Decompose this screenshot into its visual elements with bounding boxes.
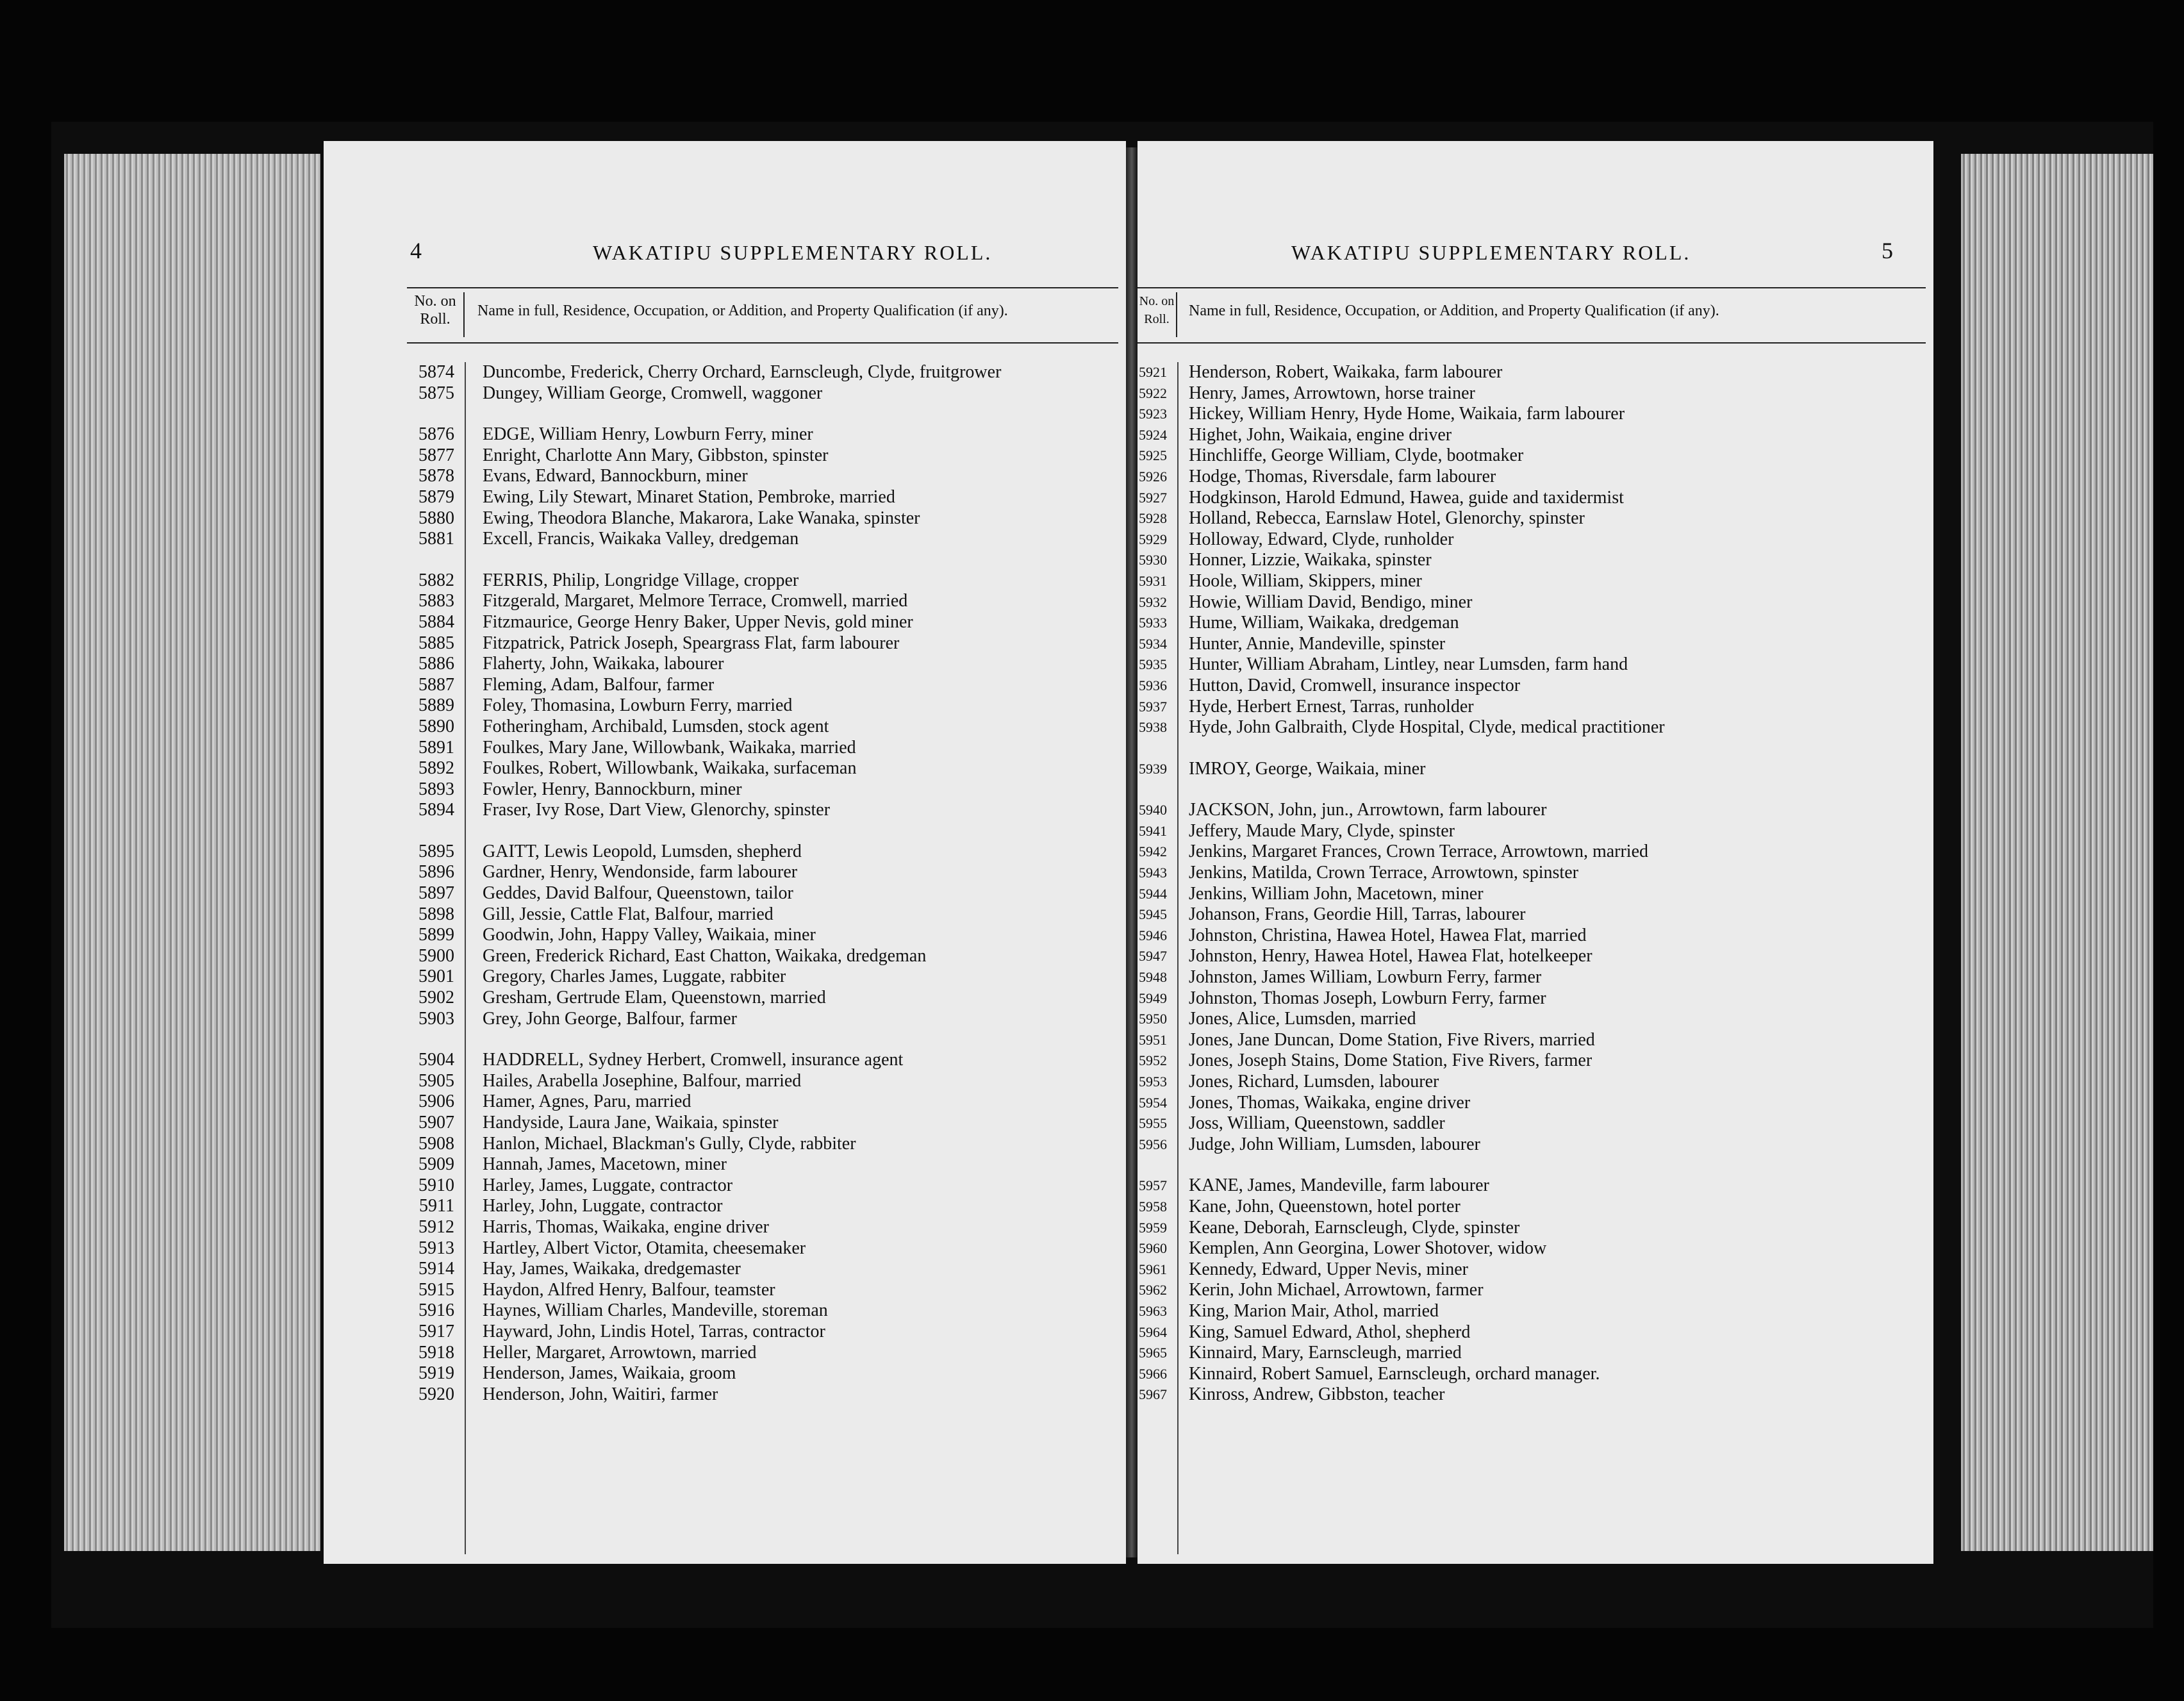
- roll-entry: [407, 717, 1118, 738]
- elector-details: Hinchliffe, George William, Clyde, bootmaker: [1189, 445, 1524, 466]
- roll-number: 5931: [1139, 572, 1167, 589]
- elector-details: Jones, Thomas, Waikaka, engine driver: [1189, 1092, 1471, 1113]
- roll-entry: [1138, 904, 1926, 925]
- roll-number: 5928: [1139, 510, 1167, 527]
- roll-number: 5962: [1139, 1282, 1167, 1299]
- roll-number: 5898: [418, 904, 454, 924]
- roll-entry: [1138, 488, 1926, 509]
- roll-number: 5926: [1139, 468, 1167, 485]
- elector-details: Ewing, Lily Stewart, Minaret Station, Pembroke, married: [483, 486, 895, 507]
- elector-details: JACKSON, John, jun., Arrowtown, farm labourer: [1189, 800, 1547, 820]
- column-header: [1138, 287, 1926, 344]
- elector-details: Henderson, James, Waikaia, groom: [483, 1363, 736, 1384]
- roll-number: 5950: [1139, 1011, 1167, 1027]
- elector-details: Hay, James, Waikaka, dredgemaster: [483, 1259, 741, 1279]
- roll-number: 5945: [1139, 906, 1167, 923]
- roll-entries: [1138, 362, 1926, 1406]
- roll-number: 5903: [418, 1008, 454, 1029]
- roll-entry: [407, 1322, 1118, 1343]
- elector-details: Jones, Jane Duncan, Dome Station, Five Rivers, married: [1189, 1029, 1595, 1050]
- roll-entry: [1138, 1050, 1926, 1072]
- roll-number: 5964: [1139, 1323, 1167, 1340]
- roll-entry: [407, 1091, 1118, 1113]
- roll-entry: [1138, 946, 1926, 967]
- left-page: [324, 141, 1126, 1564]
- roll-number: 5913: [418, 1238, 454, 1258]
- elector-details: Hodgkinson, Harold Edmund, Hawea, guide and taxidermist: [1189, 487, 1624, 508]
- roll-entry: [407, 445, 1118, 467]
- roll-number: 5938: [1139, 719, 1167, 736]
- elector-details: Evans, Edward, Bannockburn, miner: [483, 466, 748, 486]
- roll-entry: [407, 487, 1118, 508]
- roll-number: 5955: [1139, 1115, 1167, 1132]
- elector-details: Harris, Thomas, Waikaka, engine driver: [483, 1216, 769, 1237]
- elector-details: FERRIS, Philip, Longridge Village, cropper: [483, 570, 799, 590]
- elector-details: Johanson, Frans, Geordie Hill, Tarras, labourer: [1189, 904, 1526, 925]
- elector-details: Fleming, Adam, Balfour, farmer: [483, 674, 715, 695]
- roll-entry: [407, 383, 1118, 404]
- roll-entry: [407, 738, 1118, 759]
- elector-details: Fitzgerald, Margaret, Melmore Terrace, Cromwell, married: [483, 591, 908, 611]
- roll-number: 5916: [418, 1300, 454, 1321]
- roll-number: 5915: [418, 1279, 454, 1300]
- roll-entry: [407, 654, 1118, 675]
- roll-entry: [1138, 571, 1926, 592]
- roll-number: 5923: [1139, 406, 1167, 422]
- roll-entry: [407, 591, 1118, 612]
- elector-details: Hoole, William, Skippers, miner: [1189, 570, 1422, 591]
- roll-number: 5947: [1139, 948, 1167, 965]
- roll-entry: [1138, 654, 1926, 676]
- roll-number: 5878: [418, 466, 454, 486]
- roll-number: 5901: [418, 967, 454, 987]
- roll-entry: [407, 1343, 1118, 1364]
- roll-number: 5930: [1139, 552, 1167, 568]
- roll-number-header: No. on Roll.: [1138, 292, 1177, 337]
- elector-details: Kennedy, Edward, Upper Nevis, miner: [1189, 1259, 1468, 1279]
- roll-number: 5892: [418, 758, 454, 779]
- roll-number: 5927: [1139, 489, 1167, 506]
- roll-entry: [1138, 967, 1926, 988]
- roll-entry: [407, 779, 1118, 801]
- roll-entry: [1138, 697, 1926, 718]
- roll-number: 5891: [418, 737, 454, 758]
- elector-details: Hunter, William Abraham, Lintley, near Lumsden, farm hand: [1189, 654, 1628, 675]
- right-page: [1138, 141, 1933, 1564]
- elector-details: Hayward, John, Lindis Hotel, Tarras, contractor: [483, 1321, 825, 1341]
- elector-details: Hume, William, Waikaka, dredgeman: [1189, 613, 1459, 633]
- roll-number: 5941: [1139, 822, 1167, 839]
- roll-entry: [1138, 383, 1926, 404]
- roll-number: 5907: [418, 1113, 454, 1133]
- roll-number: 5919: [418, 1363, 454, 1384]
- roll-entry: [407, 1384, 1118, 1406]
- roll-entry: [1138, 1259, 1926, 1281]
- roll-entry: [1138, 550, 1926, 571]
- elector-details: Johnston, Christina, Hawea Hotel, Hawea Flat, married: [1189, 925, 1587, 945]
- roll-number: 5874: [418, 362, 454, 382]
- roll-entry: [1138, 1238, 1926, 1259]
- elector-details: Hyde, Herbert Ernest, Tarras, runholder: [1189, 696, 1474, 717]
- roll-number: 5880: [418, 508, 454, 528]
- elector-details: Gresham, Gertrude Elam, Queenstown, married: [483, 988, 826, 1008]
- name-header: Name in full, Residence, Occupation, or Addition, and Property Qualification (if any).: [1189, 303, 1719, 319]
- roll-entry: [1138, 362, 1926, 383]
- elector-details: Fitzmaurice, George Henry Baker, Upper Nevis, gold miner: [483, 611, 913, 632]
- roll-entry: [1138, 613, 1926, 634]
- roll-number: 5876: [418, 424, 454, 445]
- elector-details: Honner, Lizzie, Waikaka, spinster: [1189, 550, 1432, 570]
- roll-entry: [1138, 1175, 1926, 1197]
- roll-number: 5893: [418, 779, 454, 799]
- roll-number: 5887: [418, 674, 454, 695]
- roll-entry: [1138, 529, 1926, 551]
- roll-entry: [407, 508, 1118, 529]
- elector-details: Jones, Joseph Stains, Dome Station, Five Rivers, farmer: [1189, 1050, 1592, 1071]
- elector-details: Johnston, Thomas Joseph, Lowburn Ferry, farmer: [1189, 988, 1546, 1008]
- roll-number: 5885: [418, 633, 454, 653]
- roll-entry: [407, 842, 1118, 863]
- roll-entry: [1138, 1113, 1926, 1134]
- roll-entry: [407, 925, 1118, 946]
- elector-details: Hyde, John Galbraith, Clyde Hospital, Clyde, medical practitioner: [1189, 717, 1665, 738]
- roll-entry: [1138, 821, 1926, 842]
- roll-number: 5936: [1139, 677, 1167, 693]
- elector-details: Hailes, Arabella Josephine, Balfour, married: [483, 1070, 802, 1091]
- elector-details: Hodge, Thomas, Riversdale, farm labourer: [1189, 466, 1496, 486]
- roll-number: 5917: [418, 1321, 454, 1341]
- roll-entry: [407, 1259, 1118, 1280]
- roll-number: 5897: [418, 883, 454, 904]
- elector-details: Jenkins, Matilda, Crown Terrace, Arrowtown, spinster: [1189, 863, 1578, 883]
- roll-entry: [407, 904, 1118, 925]
- elector-details: Fowler, Henry, Bannockburn, miner: [483, 779, 742, 799]
- elector-details: Enright, Charlotte Ann Mary, Gibbston, spinster: [483, 445, 829, 465]
- roll-entry: [1138, 1093, 1926, 1114]
- elector-details: Foley, Thomasina, Lowburn Ferry, married: [483, 695, 793, 716]
- roll-number: 5918: [418, 1342, 454, 1363]
- roll-entry: [1138, 1280, 1926, 1301]
- roll-number: 5949: [1139, 990, 1167, 1006]
- elector-details: Grey, John George, Balfour, farmer: [483, 1008, 737, 1029]
- roll-number-header: No. on Roll.: [407, 292, 465, 337]
- elector-details: Jenkins, Margaret Frances, Crown Terrace, Arrowtown, married: [1189, 842, 1649, 862]
- roll-number: 5942: [1139, 843, 1167, 860]
- elector-details: Handyside, Laura Jane, Waikaia, spinster: [483, 1113, 779, 1133]
- elector-details: Jeffery, Maude Mary, Clyde, spinster: [1189, 820, 1455, 841]
- roll-entry: [407, 1175, 1118, 1197]
- roll-number: 5920: [418, 1384, 454, 1404]
- elector-details: Hamer, Agnes, Paru, married: [483, 1091, 691, 1112]
- roll-entry: [407, 529, 1118, 550]
- elector-details: Foulkes, Robert, Willowbank, Waikaka, surfaceman: [483, 758, 857, 779]
- roll-number: 5937: [1139, 698, 1167, 715]
- roll-entry: [407, 1154, 1118, 1175]
- roll-entry: [407, 862, 1118, 883]
- roll-number: 5956: [1139, 1136, 1167, 1152]
- roll-number: 5963: [1139, 1302, 1167, 1319]
- roll-number: 5954: [1139, 1094, 1167, 1111]
- roll-entry: [1138, 1009, 1926, 1030]
- roll-entry: [407, 1363, 1118, 1384]
- roll-entry: [407, 675, 1118, 696]
- roll-entries: [407, 362, 1118, 1405]
- roll-number: 5909: [418, 1154, 454, 1175]
- elector-details: Judge, John William, Lumsden, labourer: [1189, 1134, 1480, 1154]
- roll-entry: [1138, 467, 1926, 488]
- running-head: [324, 237, 1126, 276]
- roll-entry: [1138, 717, 1926, 738]
- roll-entry: [1138, 592, 1926, 613]
- elector-details: Hanlon, Michael, Blackman's Gully, Clyde, rabbiter: [483, 1133, 856, 1154]
- roll-number: 5934: [1139, 635, 1167, 652]
- elector-details: EDGE, William Henry, Lowburn Ferry, miner: [483, 424, 813, 445]
- roll-entry: [1138, 634, 1926, 655]
- elector-details: Excell, Francis, Waikaka Valley, dredgeman: [483, 529, 799, 549]
- roll-number: 5940: [1139, 802, 1167, 818]
- roll-number: 5914: [418, 1259, 454, 1279]
- elector-details: Green, Frederick Richard, East Chatton, Waikaka, dredgeman: [483, 945, 927, 966]
- elector-details: Geddes, David Balfour, Queenstown, tailor: [483, 883, 793, 904]
- elector-details: Jenkins, William John, Macetown, miner: [1189, 883, 1484, 904]
- roll-entry: [1138, 445, 1926, 467]
- elector-details: Kane, John, Queenstown, hotel porter: [1189, 1196, 1460, 1216]
- roll-entry: [1138, 1322, 1926, 1343]
- elector-details: Kinross, Andrew, Gibbston, teacher: [1189, 1384, 1445, 1405]
- roll-entry: [407, 466, 1118, 487]
- roll-entry: [1138, 1384, 1926, 1406]
- roll-number: 5895: [418, 841, 454, 861]
- roll-number: 5910: [418, 1175, 454, 1195]
- roll-number: 5899: [418, 925, 454, 945]
- elector-details: Hartley, Albert Victor, Otamita, cheesemaker: [483, 1238, 806, 1258]
- elector-details: Haydon, Alfred Henry, Balfour, teamster: [483, 1279, 775, 1300]
- column-header: [407, 287, 1118, 344]
- elector-details: Harley, James, Luggate, contractor: [483, 1175, 733, 1195]
- roll-entry: [407, 988, 1118, 1009]
- roll-number: 5929: [1139, 531, 1167, 547]
- elector-details: Holloway, Edward, Clyde, runholder: [1189, 529, 1454, 549]
- roll-number: 5911: [419, 1196, 454, 1216]
- page-title: WAKATIPU SUPPLEMENTARY ROLL.: [593, 241, 993, 264]
- roll-entry: [1138, 425, 1926, 446]
- book-spine: [1126, 147, 1138, 1557]
- roll-entry: [1138, 676, 1926, 697]
- elector-details: Hickey, William Henry, Hyde Home, Waikaia, farm labourer: [1189, 404, 1625, 424]
- roll-entry: [407, 1050, 1118, 1071]
- elector-details: Haynes, William Charles, Mandeville, storeman: [483, 1300, 828, 1321]
- roll-entry: [1138, 508, 1926, 529]
- elector-details: Holland, Rebecca, Earnslaw Hotel, Glenorchy, spinster: [1189, 508, 1585, 529]
- roll-number: 5879: [418, 486, 454, 507]
- elector-details: Flaherty, John, Waikaka, labourer: [483, 654, 724, 674]
- elector-details: Kerin, John Michael, Arrowtown, farmer: [1189, 1280, 1484, 1300]
- roll-number: 5900: [418, 945, 454, 966]
- elector-details: Hunter, Annie, Mandeville, spinster: [1189, 633, 1446, 654]
- roll-entry: [407, 695, 1118, 717]
- roll-number: 5925: [1139, 447, 1167, 464]
- roll-number: 5905: [418, 1070, 454, 1091]
- elector-details: Joss, William, Queenstown, saddler: [1189, 1113, 1445, 1134]
- roll-number: 5906: [418, 1091, 454, 1112]
- roll-entry: [407, 1113, 1118, 1134]
- roll-entry: [1138, 1030, 1926, 1051]
- roll-number: 5966: [1139, 1365, 1167, 1382]
- elector-details: HADDRELL, Sydney Herbert, Cromwell, insurance agent: [483, 1050, 904, 1070]
- roll-number: 5896: [418, 862, 454, 883]
- roll-entry: [1138, 1218, 1926, 1239]
- roll-number: 5946: [1139, 927, 1167, 943]
- roll-entry: [1138, 1343, 1926, 1364]
- roll-number: 5875: [418, 383, 454, 403]
- roll-number: 5912: [418, 1216, 454, 1237]
- roll-number: 5958: [1139, 1198, 1167, 1215]
- elector-details: Johnston, Henry, Hawea Hotel, Hawea Flat, hotelkeeper: [1189, 946, 1592, 967]
- page-number: 4: [410, 238, 424, 263]
- roll-number: 5959: [1139, 1219, 1167, 1236]
- roll-entry: [407, 1134, 1118, 1155]
- roll-entry: [407, 800, 1118, 821]
- roll-entry: [407, 967, 1118, 988]
- elector-details: Highet, John, Waikaia, engine driver: [1189, 424, 1452, 445]
- roll-number: 5886: [418, 654, 454, 674]
- roll-number: 5908: [418, 1133, 454, 1154]
- elector-details: Keane, Deborah, Earnscleugh, Clyde, spinster: [1189, 1217, 1520, 1238]
- roll-number: 5921: [1139, 364, 1167, 380]
- roll-entry: [1138, 800, 1926, 821]
- elector-details: IMROY, George, Waikaia, miner: [1189, 758, 1426, 779]
- elector-details: Henderson, Robert, Waikaka, farm labourer: [1189, 362, 1503, 382]
- elector-details: Foulkes, Mary Jane, Willowbank, Waikaka, married: [483, 737, 856, 758]
- roll-entry: [407, 570, 1118, 592]
- elector-details: Gill, Jessie, Cattle Flat, Balfour, married: [483, 904, 774, 924]
- elector-details: King, Marion Mair, Athol, married: [1189, 1300, 1439, 1321]
- elector-details: Henry, James, Arrowtown, horse trainer: [1189, 383, 1475, 403]
- elector-details: Gardner, Henry, Wendonside, farm labourer: [483, 862, 798, 883]
- roll-entry: [407, 362, 1118, 383]
- roll-entry: [1138, 759, 1926, 780]
- roll-entry: [407, 1300, 1118, 1322]
- roll-number: 5902: [418, 988, 454, 1008]
- roll-number: 5881: [418, 529, 454, 549]
- roll-number: 5932: [1139, 593, 1167, 610]
- elector-details: Kinnaird, Robert Samuel, Earnscleugh, orchard manager.: [1189, 1363, 1600, 1384]
- roll-number: 5953: [1139, 1074, 1167, 1090]
- elector-details: Duncombe, Frederick, Cherry Orchard, Earnscleugh, Clyde, fruitgrower: [483, 362, 1002, 382]
- elector-details: Gregory, Charles James, Luggate, rabbiter: [483, 967, 786, 987]
- right-page-edges: [1961, 154, 2153, 1551]
- elector-details: Fotheringham, Archibald, Lumsden, stock agent: [483, 716, 829, 736]
- roll-entry: [1138, 925, 1926, 947]
- roll-entry: [407, 1071, 1118, 1092]
- roll-entry: [1138, 863, 1926, 884]
- roll-entry: [1138, 404, 1926, 425]
- roll-number: 5957: [1139, 1177, 1167, 1194]
- roll-number: 5933: [1139, 615, 1167, 631]
- roll-entry: [407, 1196, 1118, 1217]
- roll-entry: [407, 1280, 1118, 1301]
- roll-number: 5889: [418, 695, 454, 716]
- name-header: Name in full, Residence, Occupation, or Addition, and Property Qualification (if any).: [477, 303, 1008, 319]
- roll-number: 5943: [1139, 865, 1167, 881]
- elector-details: Ewing, Theodora Blanche, Makarora, Lake Wanaka, spinster: [483, 508, 920, 528]
- roll-entry: [1138, 1197, 1926, 1218]
- roll-number: 5965: [1139, 1345, 1167, 1361]
- roll-number: 5952: [1139, 1052, 1167, 1069]
- roll-entry: [407, 1217, 1118, 1238]
- roll-number: 5877: [418, 445, 454, 465]
- roll-number: 5894: [418, 800, 454, 820]
- roll-number: 5904: [418, 1050, 454, 1070]
- roll-entry: [407, 633, 1118, 654]
- roll-number: 5967: [1139, 1386, 1167, 1403]
- elector-details: Goodwin, John, Happy Valley, Waikaia, miner: [483, 925, 816, 945]
- roll-number: 5960: [1139, 1240, 1167, 1257]
- roll-number: 5948: [1139, 969, 1167, 986]
- roll-entry: [407, 1238, 1118, 1259]
- elector-details: KANE, James, Mandeville, farm labourer: [1189, 1175, 1489, 1196]
- elector-details: Fraser, Ivy Rose, Dart View, Glenorchy, spinster: [483, 800, 831, 820]
- page-title: WAKATIPU SUPPLEMENTARY ROLL.: [1291, 241, 1691, 264]
- roll-number: 5884: [418, 611, 454, 632]
- roll-number: 5924: [1139, 426, 1167, 443]
- elector-details: Kinnaird, Mary, Earnscleugh, married: [1189, 1343, 1462, 1363]
- roll-entry: [407, 883, 1118, 904]
- roll-number: 5961: [1139, 1261, 1167, 1277]
- roll-number: 5883: [418, 591, 454, 611]
- roll-number: 5922: [1139, 385, 1167, 401]
- elector-details: Kemplen, Ann Georgina, Lower Shotover, widow: [1189, 1238, 1547, 1259]
- elector-details: Dungey, William George, Cromwell, waggoner: [483, 383, 823, 403]
- page-number: 5: [1882, 238, 1895, 263]
- elector-details: Johnston, James William, Lowburn Ferry, farmer: [1189, 967, 1542, 988]
- elector-details: Henderson, John, Waitiri, farmer: [483, 1384, 718, 1404]
- roll-entry: [407, 1009, 1118, 1030]
- roll-entry: [407, 612, 1118, 633]
- elector-details: Howie, William David, Bendigo, miner: [1189, 592, 1473, 612]
- elector-details: Hutton, David, Cromwell, insurance inspector: [1189, 675, 1521, 695]
- roll-entry: [407, 758, 1118, 779]
- elector-details: King, Samuel Edward, Athol, shepherd: [1189, 1322, 1471, 1342]
- elector-details: Heller, Margaret, Arrowtown, married: [483, 1342, 757, 1363]
- roll-number: 5944: [1139, 885, 1167, 902]
- roll-entry: [1138, 1301, 1926, 1322]
- elector-details: Hannah, James, Macetown, miner: [483, 1154, 727, 1175]
- roll-entry: [1138, 1364, 1926, 1385]
- elector-details: Jones, Alice, Lumsden, married: [1189, 1009, 1416, 1029]
- roll-entry: [1138, 884, 1926, 905]
- roll-number: 5882: [418, 570, 454, 590]
- roll-number: 5935: [1139, 656, 1167, 673]
- roll-entry: [1138, 1134, 1926, 1156]
- roll-number: 5951: [1139, 1031, 1167, 1048]
- left-page-edges: [64, 154, 320, 1551]
- roll-number: 5890: [418, 716, 454, 736]
- roll-entry: [1138, 842, 1926, 863]
- roll-entry: [1138, 988, 1926, 1009]
- roll-entry: [407, 946, 1118, 967]
- elector-details: Jones, Richard, Lumsden, labourer: [1189, 1072, 1439, 1091]
- running-head: [1138, 237, 1933, 276]
- roll-entry: [1138, 1072, 1926, 1093]
- roll-number: 5939: [1139, 760, 1167, 777]
- elector-details: GAITT, Lewis Leopold, Lumsden, shepherd: [483, 841, 802, 861]
- elector-details: Fitzpatrick, Patrick Joseph, Speargrass Flat, farm labourer: [483, 633, 900, 653]
- elector-details: Harley, John, Luggate, contractor: [483, 1196, 723, 1216]
- roll-entry: [407, 424, 1118, 445]
